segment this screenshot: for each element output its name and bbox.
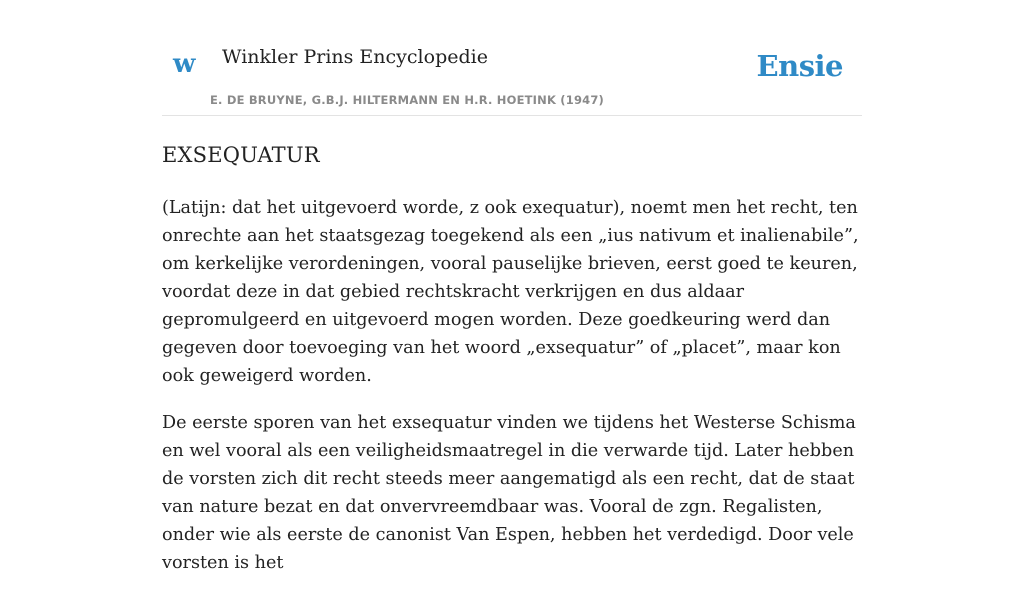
entry-content (162, 138, 862, 596)
ensie-brand-logo[interactable]: Ensie (756, 49, 843, 83)
winkler-prins-logo[interactable]: w (173, 49, 196, 79)
entry-title: EXSEQUATUR (162, 143, 320, 167)
entry-paragraph-2: De eerste sporen van het exsequatur vinden we tijdens het Westerse Schisma en wel vooral als een veiligheidsmaatregel in die verwarde tijd. Later hebben de vorsten zich dit recht steeds meer aangematigd als een recht, dat de staat van nature bezat en dat onvervreemdbaar was. Vooral de zgn. Regalisten, onder wie als eerste de canonist Van Espen, hebben het verdedigd. Door vele vorsten is het (162, 413, 856, 573)
entry-paragraph-1: (Latijn: dat het uitgevoerd worde, z ook exequatur), noemt men het recht, ten onrechte aan het staatsgezag toegekend als een „ius nativum et inalienabile”, om kerkelijke verordeningen, vooral pauselijke brieven, eerst goed te keuren, voordat deze in dat gebied rechtskracht verkrijgen en dus aldaar gepromulgeerd en uitgevoerd mogen worden. Deze goedkeuring werd dan gegeven door toevoeging van het woord „exsequatur” of „placet”, maar kon ook geweigerd worden. (162, 198, 859, 386)
site-title[interactable]: Winkler Prins Encyclopedie (222, 46, 488, 68)
site-header (162, 0, 862, 116)
authors-line: E. DE BRUYNE, G.B.J. HILTERMANN EN H.R. HOETINK (1947) (210, 93, 605, 107)
